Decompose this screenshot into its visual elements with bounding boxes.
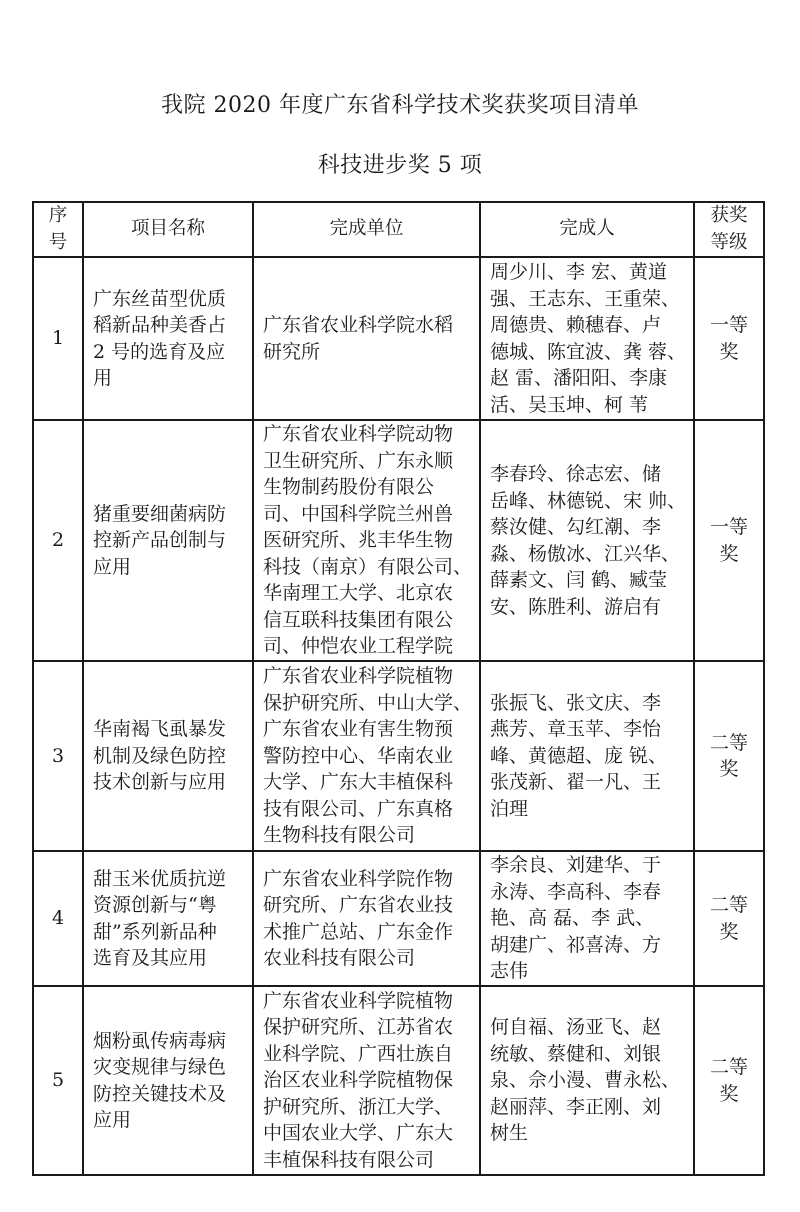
cell-text-line: 灾变规律与绿色 [93,1056,227,1078]
cell-text-line: 研究所 [263,340,321,363]
cell-text-line: 二等 [709,731,748,754]
cell-text-line: 奖 [719,920,739,943]
cell-award-level [694,851,764,986]
cell-text-line: 稻新品种美香占 [93,314,227,336]
cell-text-line: 获奖 [710,205,748,226]
cell-text-line: 序 [48,205,68,226]
cell-text-line: 护研究所、浙江大学、 [263,1095,454,1118]
cell-text-line: 猪重要细菌病防 [93,502,227,525]
cell-text-line: 号 [48,231,68,253]
cell-text-line: 广东省农业科学院动物 [263,423,454,446]
cell-text-line: 广东省农业科学院作物 [263,867,454,890]
cell-text-line: 医研究所、兆丰华生物 [263,529,454,552]
cell-text-line: 赵 雷、潘阳阳、李康 [490,367,668,389]
cell-text-line: 烟粉虱传病毒病 [93,1029,227,1052]
table-header-row [33,202,764,257]
cell-text-line: 德城、陈宜波、龚 蓉、 [490,340,687,363]
cell-text-line: 应用 [93,1109,132,1131]
cell-text-line: 技有限公司、广东真格 [263,797,454,820]
cell-text-line: 华南褐飞虱暴发 [93,718,227,741]
cell-text-line: 安、陈胜利、游启有 [490,595,662,618]
cell-award-level [694,420,764,661]
cell-completing-people [480,257,694,420]
cell-text-line: 强、王志东、王重荣、 [490,287,681,310]
cell-serial-number: 3 [33,661,83,851]
cell-text-line: 周少川、李 宏、黄道 [490,261,668,283]
cell-text-line: 二等 [709,894,748,916]
cell-award-level [694,986,764,1175]
cell-text-line: 峰、黄德超、庞 锐、 [490,744,668,767]
cell-text-line: 机制及绿色防控 [93,744,227,767]
cell-completing-people [480,420,694,661]
cell-completing-unit [253,257,480,420]
cell-text-line: 何自福、汤亚飞、赵 [490,1016,662,1039]
header-serial-number [33,202,83,257]
header-project-name [83,202,253,257]
cell-text-line: 丰植保科技有限公司 [263,1148,435,1171]
cell-text-line: 大学、广东大丰植保科 [263,771,454,794]
cell-text-line: 胡建广、祁喜涛、方 [490,933,662,956]
cell-text-line: 生物科技有限公司 [263,824,416,847]
cell-text-line: 研究所、广东省农业技 [263,894,454,916]
cell-text-line: 李余良、刘建华、于 [490,854,662,877]
document-subtitle: 科技进步奖 5 项 [317,153,483,178]
header-completing-unit [253,202,480,257]
cell-project-name [83,851,253,986]
cell-completing-unit [253,420,480,661]
cell-text-line: 司、中国科学院兰州兽 [263,502,454,525]
awards-table [32,201,765,1176]
cell-project-name [83,257,253,420]
cell-text-line: 选育及其应用 [93,947,208,969]
cell-text-line: 卫生研究所、广东永顺 [263,449,454,472]
cell-text-line: 治区农业科学院植物保 [263,1069,454,1092]
cell-completing-people [480,986,694,1175]
cell-text-line: 甜”系列新品种 [93,920,217,943]
cell-text-line: 完成人 [559,218,615,240]
cell-completing-unit [253,661,480,851]
table-row [33,851,764,986]
cell-text-line: 农业科技有限公司 [263,947,416,969]
cell-text-line: 李春玲、徐志宏、储 [490,463,662,485]
cell-text-line: 泉、佘小漫、曹永松、 [490,1069,681,1092]
header-completing-people [480,202,694,257]
cell-text-line: 中国农业大学、广东大 [263,1122,454,1145]
cell-text-line: 华南理工大学、北京农 [263,582,454,605]
cell-completing-people [480,851,694,986]
cell-serial-number: 1 [33,257,83,420]
cell-text-line: 一等 [709,516,748,538]
cell-text-line: 岳峰、林德锐、宋 帅、 [490,489,687,512]
cell-text-line: 周德贵、赖穗春、卢 [490,314,662,336]
cell-text-line: 业科学院、广西壮族自 [263,1042,454,1065]
table-row [33,257,764,420]
cell-text-line: 项目名称 [130,218,205,240]
header-award-level [694,202,764,257]
cell-text-line: 控新产品创制与 [93,529,227,552]
cell-text-line: 二等 [709,1056,748,1078]
cell-text-line: 树生 [490,1122,529,1145]
cell-text-line: 等级 [710,231,748,253]
cell-text-line: 保护研究所、江苏省农 [263,1016,454,1039]
cell-text-line: 张振飞、张文庆、李 [490,691,662,714]
cell-text-line: 保护研究所、中山大学、 [263,691,473,714]
cell-completing-unit [253,851,480,986]
cell-text-line: 燕芳、章玉苹、李怡 [490,718,662,741]
document-title: 我院 2020 年度广东省科学技术奖获奖项目清单 [161,93,639,118]
cell-text-line: 技术创新与应用 [93,771,227,794]
cell-text-line: 奖 [719,758,739,780]
table-row [33,661,764,851]
cell-text-line: 统敏、蔡健和、刘银 [490,1042,662,1065]
cell-text-line: 蔡汝健、勾红潮、李 [490,516,662,538]
cell-text-line: 资源创新与“粤 [93,894,217,916]
cell-text-line: 广东省农业科学院植物 [263,989,454,1012]
cell-text-line: 应用 [93,555,132,578]
cell-text-line: 淼、杨傲冰、江兴华、 [490,542,681,565]
cell-text-line: 志伟 [490,960,529,983]
cell-text-line: 科技（南京）有限公司、 [263,555,473,578]
cell-text-line: 张茂新、翟一凡、王 [490,771,662,794]
cell-serial-number: 5 [33,986,83,1175]
cell-serial-number: 4 [33,851,83,986]
cell-text-line: 完成单位 [329,218,404,240]
cell-completing-people [480,661,694,851]
cell-text-line: 防控关键技术及 [93,1082,227,1105]
cell-text-line: 警防控中心、华南农业 [263,744,454,767]
cell-text-line: 薛素文、闫 鹤、臧莹 [490,569,668,591]
table-row [33,986,764,1175]
table-row [33,420,764,661]
cell-text-line: 2 号的选育及应 [93,340,226,363]
cell-text-line: 广东丝苗型优质 [93,287,227,310]
cell-text-line: 广东省农业科学院水稻 [263,314,454,336]
cell-text-line: 广东省农业有害生物预 [263,718,454,741]
cell-text-line: 甜玉米优质抗逆 [93,867,227,890]
cell-text-line: 奖 [719,542,739,565]
cell-text-line: 泊理 [490,797,529,820]
cell-text-line: 奖 [719,1082,739,1105]
cell-text-line: 生物制药股份有限公 [263,476,435,499]
cell-text-line: 一等 [709,314,748,336]
cell-award-level [694,257,764,420]
cell-text-line: 广东省农业科学院植物 [263,665,454,688]
cell-project-name [83,420,253,661]
cell-serial-number: 2 [33,420,83,661]
cell-text-line: 赵丽萍、李正刚、刘 [490,1095,662,1118]
cell-project-name [83,661,253,851]
cell-award-level [694,661,764,851]
cell-text-line: 司、仲恺农业工程学院 [263,635,454,658]
cell-text-line: 奖 [719,340,739,363]
cell-text-line: 用 [93,367,113,389]
cell-completing-unit [253,986,480,1175]
cell-text-line: 术推广总站、广东金作 [263,920,454,943]
cell-text-line: 永涛、李高科、李春 [490,880,662,903]
cell-text-line: 信互联科技集团有限公 [263,608,454,631]
cell-text-line: 活、吴玉坤、柯 苇 [490,393,649,416]
cell-project-name [83,986,253,1175]
cell-text-line: 艳、高 磊、李 武、 [490,907,655,930]
